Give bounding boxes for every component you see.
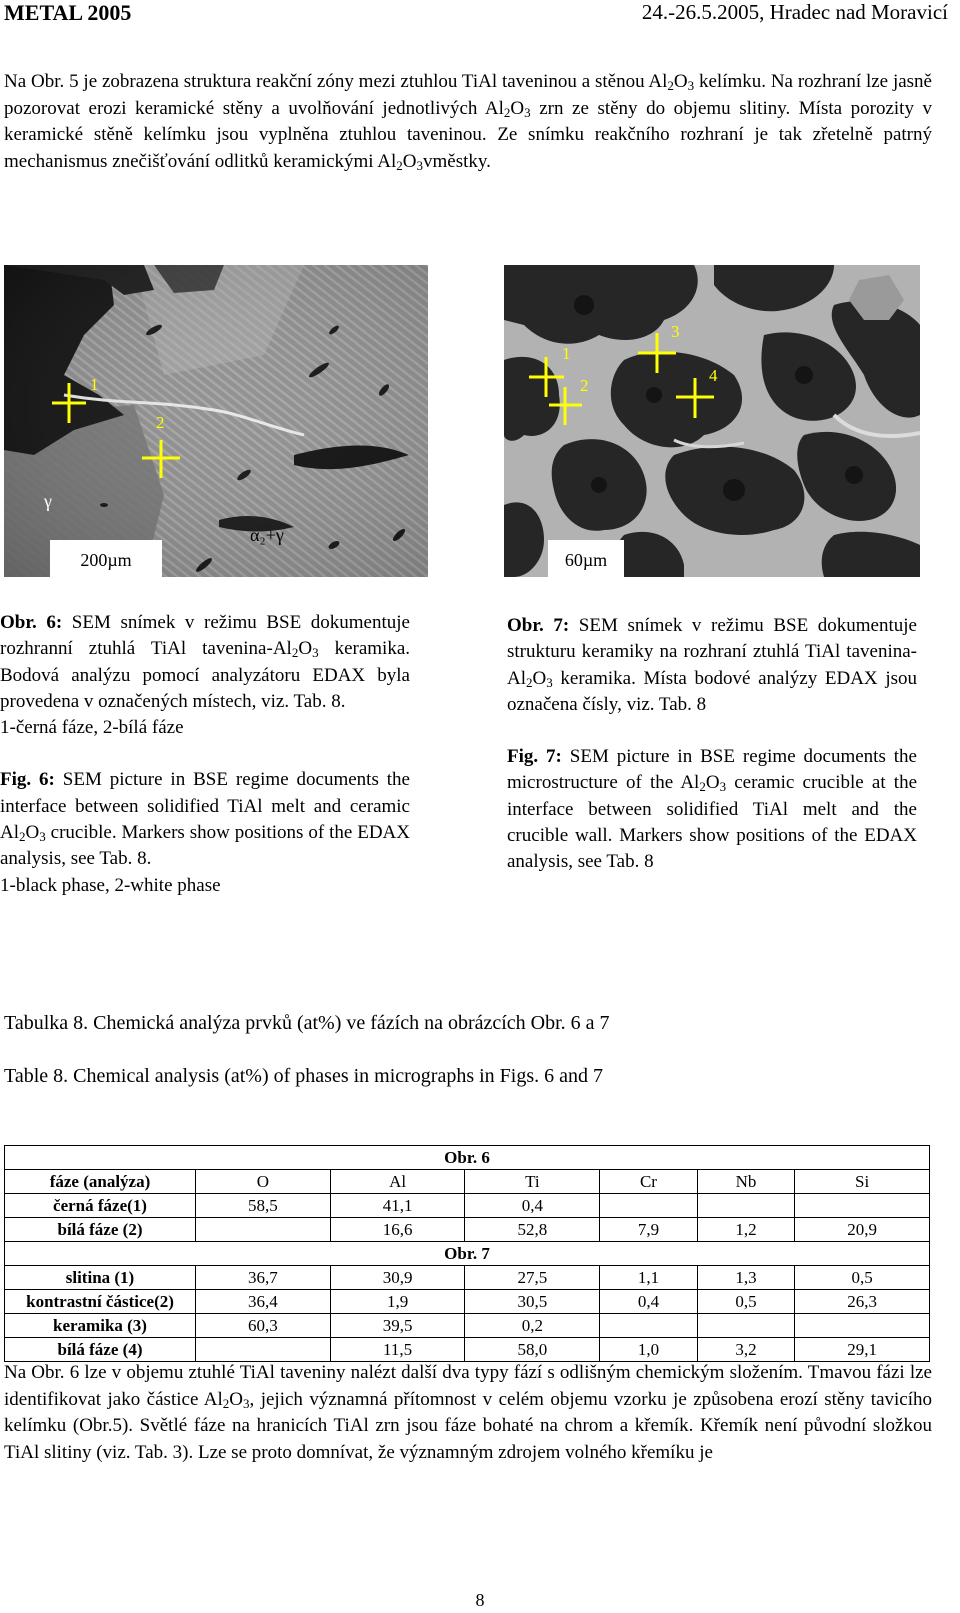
table-cell: [795, 1314, 930, 1338]
phase-label-gamma: γ: [44, 491, 52, 511]
table-cell: 7,9: [600, 1218, 698, 1242]
table-cell: [196, 1338, 331, 1362]
caption-fig6-cz: Obr. 6: SEM snímek v režimu BSE dokumentuje rozhranní ztuhlá TiAl tavenina-$Al_2O_3$ keramika. Bodová analýzu pomocí analyzátoru EDAX byla provedena v označených místech, viz. Tab. 8.: [0, 612, 411, 712]
table-cell: 36,7: [196, 1266, 331, 1290]
table-cell: [196, 1218, 331, 1242]
table-cell: 0,4: [465, 1194, 600, 1218]
table-cell: 1,0: [600, 1338, 698, 1362]
table-cell: [697, 1314, 795, 1338]
table-cell: 27,5: [465, 1266, 600, 1290]
table-row: [5, 1194, 930, 1218]
phase-label-alpha2-gamma: α₂+γ: [250, 525, 284, 545]
header-conference: METAL 2005: [4, 0, 132, 25]
table-cell: Ti: [465, 1170, 600, 1194]
marker-label-1: 1: [562, 344, 571, 363]
caption-fig7: [507, 613, 917, 876]
table-title-en: Table 8. Chemical analysis (at%) of phases in micrographs in Figs. 6 and 7: [4, 1065, 604, 1087]
table-row-label: slitina (1): [5, 1266, 196, 1290]
table-cell: 60,3: [196, 1314, 331, 1338]
caption-fig6: [0, 610, 410, 899]
table-cell: 26,3: [795, 1290, 930, 1314]
marker-label-4: 4: [709, 366, 718, 385]
marker-label-2: 2: [156, 413, 165, 432]
table-group-row: [5, 1242, 930, 1266]
table-row-label: keramika (3): [5, 1314, 196, 1338]
table-cell: 0,2: [465, 1314, 600, 1338]
table-row-label: bílá fáze (2): [5, 1218, 196, 1242]
table-cell: 0,4: [600, 1290, 698, 1314]
table-row: [5, 1266, 930, 1290]
table-cell: 58,0: [465, 1338, 600, 1362]
page-number: 8: [475, 1590, 485, 1610]
table-cell: 39,5: [330, 1314, 465, 1338]
caption-fig7-cz: Obr. 7: SEM snímek v režimu BSE dokumentuje strukturu keramiky na rozhraní ztuhlá TiAl tavenina- $Al_2O_3$ keramika. Místa bodové analýzy EDAX jsou označena čísly, viz. Tab. 8: [507, 615, 917, 715]
table-cell: 29,1: [795, 1338, 930, 1362]
table-cell: [600, 1194, 698, 1218]
table-cell: 16,6: [330, 1218, 465, 1242]
table-cell: 1,9: [330, 1290, 465, 1314]
intro-paragraph: Na Obr. 5 je zobrazena struktura reakční zóny mezi ztuhlou TiAl taveninou a stěnou $Al_2O_3$ kelímku. Na rozhraní lze jasně pozorovat erozi keramické stěny a uvolňování jednotlivých $Al_2O_3$ zrn ze stěny do objemu slitiny. Místa porozity v keramické stěně kelímku jsou vyplněna ztuhlou taveninou. Ze snímku reakčního rozhraní je tak zřetelně patrný mechanismus znečišťování odlitků keramickými $Al_2O_3vměstky$.: [4, 71, 932, 173]
table-cell: 41,1: [330, 1194, 465, 1218]
table-cell: 11,5: [330, 1338, 465, 1362]
table-cell: 1,3: [697, 1266, 795, 1290]
table-group-label: Obr. 7: [5, 1242, 930, 1266]
table-row-label: bílá fáze (4): [5, 1338, 196, 1362]
table-group-row: [5, 1146, 930, 1170]
table-cell: Nb: [697, 1170, 795, 1194]
caption-fig6-en: Fig. 6: SEM picture in BSE regime documents the interface between solidified TiAl melt and ceramic $Al_2O_3$ crucible. Markers show positions of the EDAX analysis, see Tab. 8.: [0, 769, 410, 870]
marker-label-2: 2: [580, 376, 589, 395]
table-cell: O: [196, 1170, 331, 1194]
marker-label-3: 3: [671, 322, 680, 341]
table-cell: 0,5: [697, 1290, 795, 1314]
table-header-row: [5, 1170, 930, 1194]
table-title-cz: Tabulka 8. Chemická analýza prvků (at%) ve fázích na obrázcích Obr. 6 a 7: [4, 1012, 610, 1034]
table-row-label: černá fáze(1): [5, 1194, 196, 1218]
closing-paragraph: Na Obr. 6 lze v objemu ztuhlé TiAl taveniny nalézt další dva typy fází s odlišným chemickým složením. Tmavou fázi lze identifikovat jako částice $Al_2O_3$, jejich významná přítomnost v celém objemu vzorku je způsobena erozí stěny tavicího kelímku (Obr.5). Světlé fáze na hranicích TiAl zrn jsou fáze bohaté na chrom a křemík. Křemík není původní složkou TiAl slitiny (viz. Tab. 3). Lze se proto domnívat, že významným zdrojem volného křemíku je: [4, 1362, 933, 1463]
table-cell: 30,5: [465, 1290, 600, 1314]
table-row-label: fáze (analýza): [5, 1170, 196, 1194]
table-cell: [600, 1314, 698, 1338]
table-cell: 52,8: [465, 1218, 600, 1242]
table-cell: [795, 1194, 930, 1218]
caption-fig7-en: Fig. 7: SEM picture in BSE regime documents the microstructure of the $Al_2O_3$ ceramic crucible at the interface between solidified TiAl melt and the crucible wall. Markers show positions of the EDAX analysis, see Tab. 8: [507, 746, 918, 873]
marker-label-1: 1: [90, 375, 99, 394]
header-date-place: 24.-26.5.2005, Hradec nad Moravicí: [641, 0, 948, 24]
sem-micrograph-fig6: [4, 265, 428, 577]
table-row: [5, 1218, 930, 1242]
table-group-label: Obr. 6: [5, 1146, 930, 1170]
table-cell: 30,9: [330, 1266, 465, 1290]
table-cell: 3,2: [697, 1338, 795, 1362]
table-cell: 58,5: [196, 1194, 331, 1218]
caption-fig6-cz-legend: 1-černá fáze, 2-bílá fáze: [0, 717, 184, 739]
table-cell: [697, 1194, 795, 1218]
chemical-analysis-table: [4, 1145, 930, 1362]
table-row-label: kontrastní částice(2): [5, 1290, 196, 1314]
table-cell: Cr: [600, 1170, 698, 1194]
sem-micrograph-fig7: [504, 265, 920, 577]
table-cell: 0,5: [795, 1266, 930, 1290]
scale-bar-label-fig7: 60µm: [548, 540, 624, 580]
scale-bar-label-fig6: 200µm: [50, 540, 162, 580]
caption-fig6-en-legend: 1-black phase, 2-white phase: [0, 874, 221, 896]
table-cell: 1,1: [600, 1266, 698, 1290]
table-row: [5, 1338, 930, 1362]
table-row: [5, 1290, 930, 1314]
table-cell: 1,2: [697, 1218, 795, 1242]
table-row: [5, 1314, 930, 1338]
table-cell: Al: [330, 1170, 465, 1194]
table-cell: Si: [795, 1170, 930, 1194]
table-cell: 20,9: [795, 1218, 930, 1242]
table-cell: 36,4: [196, 1290, 331, 1314]
